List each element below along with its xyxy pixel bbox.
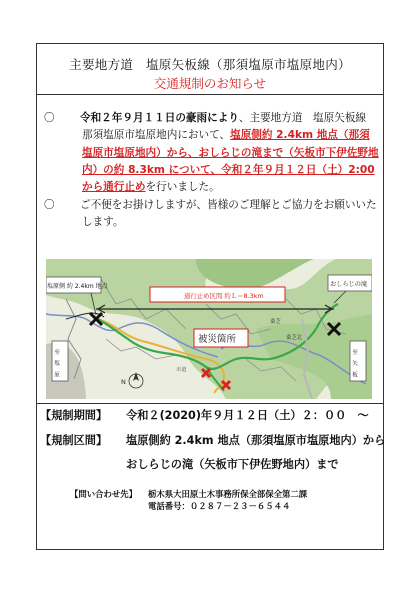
period-label: 【規制期間】 [40,409,108,422]
title-divider [36,94,384,95]
contact-phone: 電話番号：０２８７－２３－６５４４ [148,501,291,511]
start-point-label: 塩原側 約 2.4km 地点 [47,283,108,290]
notice-subtitle: 交通規制のお知らせ [153,76,267,91]
place-label-b: 桑芝北 [286,335,303,341]
place-label-a: 桑芝 [270,319,281,325]
road-label: 市道 [176,367,187,373]
map-svg [46,259,372,399]
contact-organization: 栃木県大田原土木事務所保全部保全第二課 [148,489,308,499]
heavy-rain-text: 令和２年９月１１日の豪雨により [80,112,239,124]
closure-length-label: 通行止め区間 約Ｌ＝8.3km [184,292,264,300]
bullet-mark: 〇 [44,112,55,124]
period-value: 令和２(2020)年９月１２日（土）２：００ ～ [126,409,369,422]
section-row [40,432,385,448]
apology-text: ご不便をお掛けしますが、皆様のご理解とご協力をお願いいたします。 [80,199,377,229]
disaster-site-label: 被災箇所 [198,334,237,345]
notice-paragraph-2 [44,197,380,232]
contact-label: 【問い合わせ先】 [70,489,137,499]
north-arrow-label: N [121,378,126,386]
bullet-mark: 〇 [44,199,55,211]
section-label: 【規制区間】 [40,434,108,447]
notice-paragraph-1 [44,110,380,196]
waterfall-label: おしらじの滝 [330,281,368,288]
section-line-2: おしらじの滝（矢板市下伊佐野地内）まで [126,458,339,471]
to-shiobara-label: 至 塩 原 [53,349,59,377]
map-divider [36,403,384,404]
closure-map [46,259,372,399]
section-line-1: 塩原側約 2.4km 地点（那須塩原市塩原地内）から [126,434,386,447]
notice-title: 主要地方道 塩原矢板線（那須塩原市塩原地内） [69,57,351,72]
closure-suffix-text: を行いました。 [145,181,220,194]
closure-highlight-text: 塩原側約 2.4km 地点（那須塩原市塩原地内）から、おしらじの滝まで（矢板市下伊佐野地内）の約 8.3km について、令和２年９月１２日（土）2:00 から通行止め [82,129,379,194]
road-location-text: 、主要地方道 塩原矢板線 那須塩原市塩原地内において、 [82,112,377,142]
period-row [40,407,369,423]
to-yaita-label: 至 矢 板 [351,349,357,377]
